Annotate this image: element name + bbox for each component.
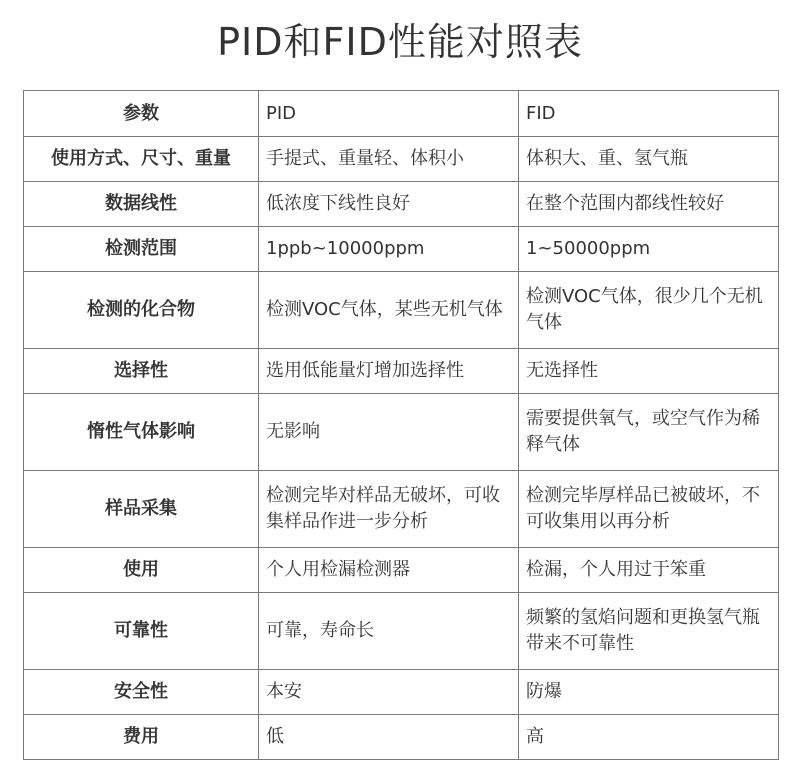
param-cell: 使用方式、尺寸、重量 xyxy=(24,137,259,182)
pid-cell: 个人用检漏检测器 xyxy=(259,548,519,593)
param-cell: 样品采集 xyxy=(24,471,259,548)
pid-cell: 本安 xyxy=(259,670,519,715)
fid-cell: 需要提供氧气，或空气作为稀释气体 xyxy=(519,394,779,471)
pid-cell: 1ppb~10000ppm xyxy=(259,227,519,272)
param-cell: 可靠性 xyxy=(24,593,259,670)
table-row xyxy=(24,227,779,272)
table-row xyxy=(24,548,779,593)
pid-cell: 可靠，寿命长 xyxy=(259,593,519,670)
header-pid: PID xyxy=(259,91,519,137)
pid-cell: 选用低能量灯增加选择性 xyxy=(259,349,519,394)
table-row xyxy=(24,137,779,182)
fid-cell: 无选择性 xyxy=(519,349,779,394)
table-row xyxy=(24,471,779,548)
fid-cell: 频繁的氢焰问题和更换氢气瓶带来不可靠性 xyxy=(519,593,779,670)
pid-cell: 低浓度下线性良好 xyxy=(259,182,519,227)
fid-cell: 防爆 xyxy=(519,670,779,715)
header-param: 参数 xyxy=(24,91,259,137)
param-cell: 选择性 xyxy=(24,349,259,394)
param-cell: 检测范围 xyxy=(24,227,259,272)
table-row xyxy=(24,394,779,471)
comparison-table xyxy=(23,90,779,760)
table-row xyxy=(24,349,779,394)
pid-cell: 检测VOC气体，某些无机气体 xyxy=(259,272,519,349)
table-row xyxy=(24,715,779,760)
param-cell: 数据线性 xyxy=(24,182,259,227)
pid-cell: 检测完毕对样品无破坏，可收集样品作进一步分析 xyxy=(259,471,519,548)
header-fid: FID xyxy=(519,91,779,137)
pid-cell: 无影响 xyxy=(259,394,519,471)
param-cell: 费用 xyxy=(24,715,259,760)
table-row xyxy=(24,182,779,227)
table-row xyxy=(24,593,779,670)
table-row xyxy=(24,272,779,349)
page-title: PID和FID性能对照表 xyxy=(217,20,583,64)
table-header-row xyxy=(24,91,779,137)
fid-cell: 体积大、重、氢气瓶 xyxy=(519,137,779,182)
table-row xyxy=(24,670,779,715)
fid-cell: 高 xyxy=(519,715,779,760)
pid-cell: 低 xyxy=(259,715,519,760)
param-cell: 使用 xyxy=(24,548,259,593)
param-cell: 检测的化合物 xyxy=(24,272,259,349)
pid-cell: 手提式、重量轻、体积小 xyxy=(259,137,519,182)
param-cell: 安全性 xyxy=(24,670,259,715)
fid-cell: 检测完毕厚样品已被破坏，不可收集用以再分析 xyxy=(519,471,779,548)
fid-cell: 1~50000ppm xyxy=(519,227,779,272)
fid-cell: 在整个范围内都线性较好 xyxy=(519,182,779,227)
fid-cell: 检漏，个人用过于笨重 xyxy=(519,548,779,593)
param-cell: 惰性气体影响 xyxy=(24,394,259,471)
fid-cell: 检测VOC气体，很少几个无机气体 xyxy=(519,272,779,349)
